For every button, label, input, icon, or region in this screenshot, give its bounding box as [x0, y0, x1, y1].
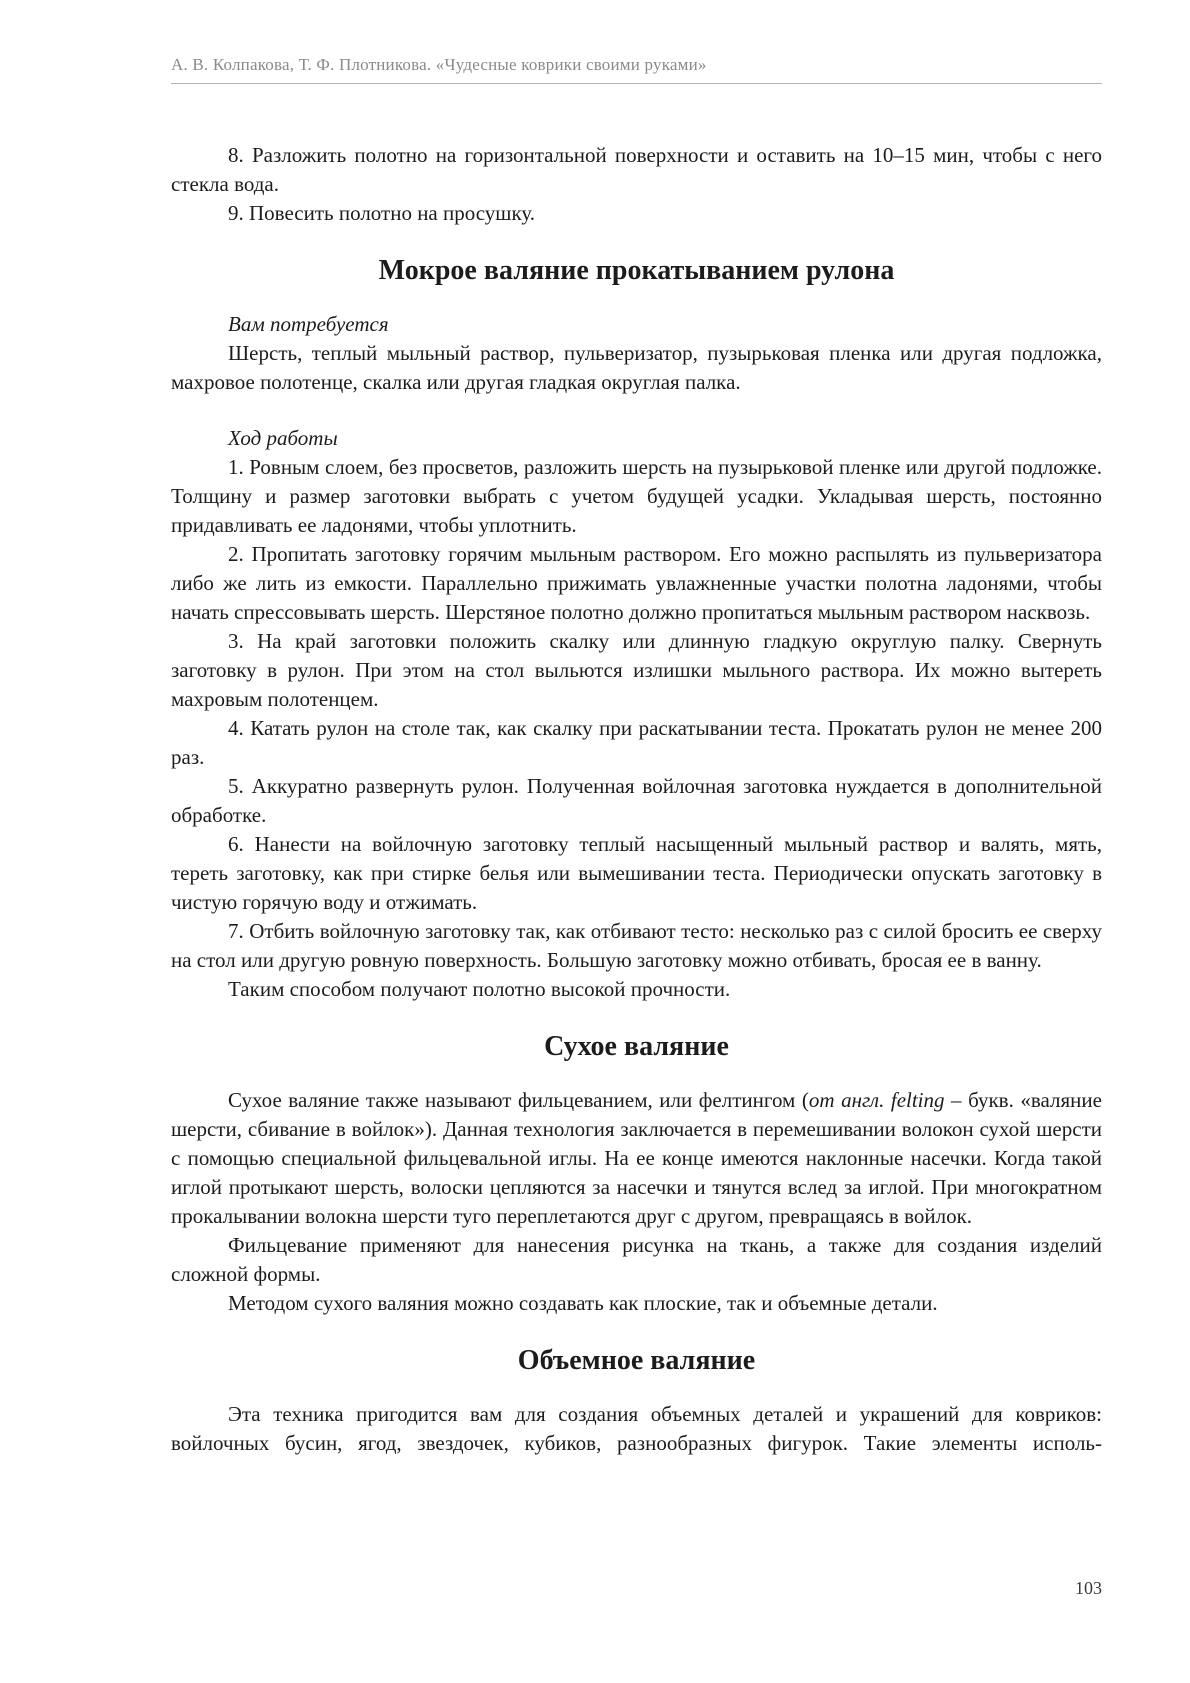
process-step: 1. Ровным слоем, без просветов, разложить шерсть на пузырьковой пленке или другой подложке. Толщину и размер заготовки выбрать с учетом будущей усадки. Укладывая шерсть, постоянно придавливать ее ладонями, чтобы уплотнить.	[171, 455, 1102, 537]
process-step: 6. Нанести на войлочную заготовку теплый насыщенный мыльный раствор и валять, мять, тереть заготовку, как при стирке белья или вымешивании теста. Периодически опускать заготовку в чистую горячую воду и отжимать.	[171, 832, 1102, 914]
process-label: Ход работы	[228, 426, 338, 450]
dry-p1-rest: – букв. «валяние шерсти, сбивание в войлок»). Данная технология заключается в перемешивании волокон сухой шерсти с помощью специальной фильцевальной иглы. На ее конце имеются наклонные насечки. Когда такой иглой протыкают шерсть, волоски цепляются за насечки и тянутся вслед за иглой. При многократном прокалывании волокна шерсти туго переплетаются друг с другом, превращаясь в войлок.	[171, 1088, 1102, 1228]
section-heading-volume: Объемное валяние	[517, 1345, 756, 1376]
process-step: 5. Аккуратно развернуть рулон. Полученная войлочная заготовка нуждается в дополнительной обработке.	[171, 774, 1102, 827]
wet-roll-conclusion: Таким способом получают полотно высокой прочности.	[228, 977, 731, 1001]
process-step: 7. Отбить войлочную заготовку так, как отбивают тесто: несколько раз с силой бросить ее сверху на стол или другую ровную поверхность. Большую заготовку можно отбивать, бросая ее в ванну.	[171, 919, 1102, 972]
section-heading-dry: Сухое валяние	[544, 1031, 729, 1062]
running-head: А. В. Колпакова, Т. Ф. Плотникова. «Чудесные коврики своими руками»	[171, 55, 1102, 84]
needed-label: Вам потребуется	[228, 312, 389, 336]
step-9: 9. Повесить полотно на просушку.	[228, 201, 536, 225]
dry-paragraph-3: Методом сухого валяния можно создавать как плоские, так и объемные детали.	[228, 1291, 938, 1315]
volume-paragraph-1: Эта техника пригодится вам для создания объемных деталей и украшений для ковриков: войлочных бусин, ягод, звездочек, кубиков, разнообразных фигурок. Такие элементы исполь-	[171, 1402, 1102, 1455]
step-8: 8. Разложить полотно на горизонтальной поверхности и оставить на 10–15 мин, чтобы с него стекла вода.	[171, 143, 1102, 196]
dry-p1-start: Сухое валяние также называют фильцеванием, или фелтингом (	[228, 1088, 809, 1112]
dry-paragraph-2: Фильцевание применяют для нанесения рисунка на ткань, а также для создания изделий сложной формы.	[171, 1233, 1102, 1286]
dry-p1-etymology: от англ. felting	[808, 1088, 945, 1112]
process-step: 2. Пропитать заготовку горячим мыльным раствором. Его можно распылять из пульверизатора либо же лить из емкости. Параллельно прижимать увлажненные участки полотна ладонями, чтобы начать спрессовывать шерсть. Шерстяное полотно должно пропитаться мыльным раствором насквозь.	[171, 542, 1102, 624]
section-heading-wet-roll: Мокрое валяние прокатыванием рулона	[378, 255, 895, 286]
dry-paragraph-1	[171, 1086, 1102, 1231]
process-step: 4. Катать рулон на столе так, как скалку при раскатывании теста. Прокатать рулон не менее 200 раз.	[171, 716, 1102, 769]
needed-text: Шерсть, теплый мыльный раствор, пульверизатор, пузырьковая пленка или другая подложка, махровое полотенце, скалка или другая гладкая округлая палка.	[171, 341, 1102, 394]
process-step: 3. На край заготовки положить скалку или длинную гладкую округлую палку. Свернуть заготовку в рулон. При этом на стол выльются излишки мыльного раствора. Их можно вытереть махровым полотенцем.	[171, 629, 1102, 711]
page-number: 103	[1075, 1578, 1102, 1598]
page-body	[171, 141, 1102, 1458]
